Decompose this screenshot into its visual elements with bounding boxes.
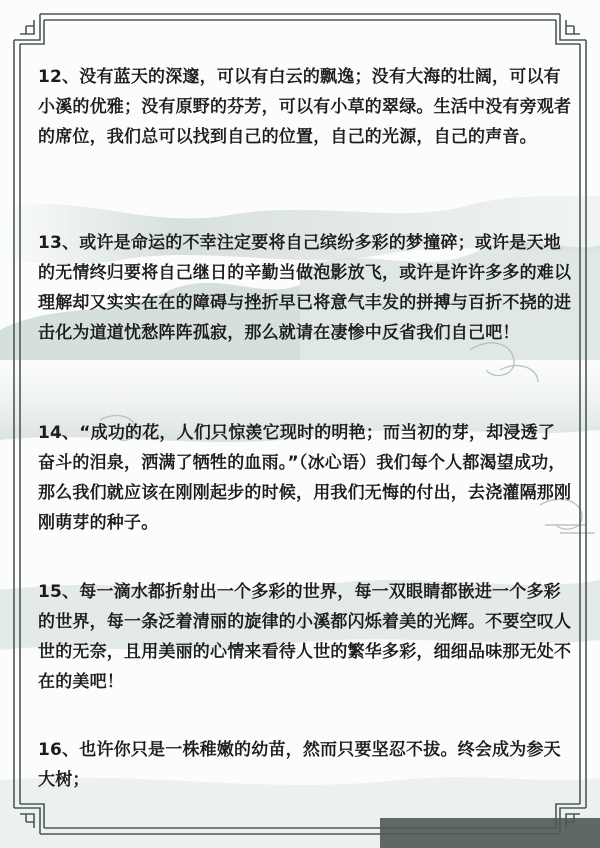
paragraph-12: 12、没有蓝天的深邃，可以有白云的飘逸；没有大海的壮阔，可以有小溪的优雅；没有原野的芬芳，可以有小草的翠绿。生活中没有旁观者的席位，我们总可以找到自己的位置，自己的光源，自己的声音。 xyxy=(38,67,572,147)
paragraph-15: 15、每一滴水都折射出一个多彩的世界，每一双眼睛都嵌进一个多彩的世界，每一条泛着清丽的旋律的小溪都闪烁着美的光辉。不要空叹人世的无奈，且用美丽的心情来看待人世的繁华多彩，细细品味那无处不在的美吧！ xyxy=(38,582,572,692)
paragraph-14: 14、“成功的花，人们只惊羡它现时的明艳；而当初的芽，却浸透了奋斗的泪泉，洒满了牺牲的血雨。”（冰心语）我们每个人都渴望成功，那么我们就应该在刚刚起步的时候，用我们无悔的付出，去浇灌隔那刚刚萌芽的种子。 xyxy=(38,423,572,533)
paragraph-13: 13、或许是命运的不幸注定要将自己缤纷多彩的梦撞碎；或许是天地的无情终归要将自己继日的辛勤当做泡影放飞，或许是许许多多的难以理解却又实实在在的障碍与挫折早已将意气丰发的拼搏与百折不挠的进击化为道道忧愁阵阵孤寂，那么就请在凄惨中反省我们自己吧！ xyxy=(38,233,572,343)
paragraph-16: 16、也许你只是一株稚嫩的幼苗，然而只要坚忍不拔。终会成为参天大树； xyxy=(38,740,561,790)
